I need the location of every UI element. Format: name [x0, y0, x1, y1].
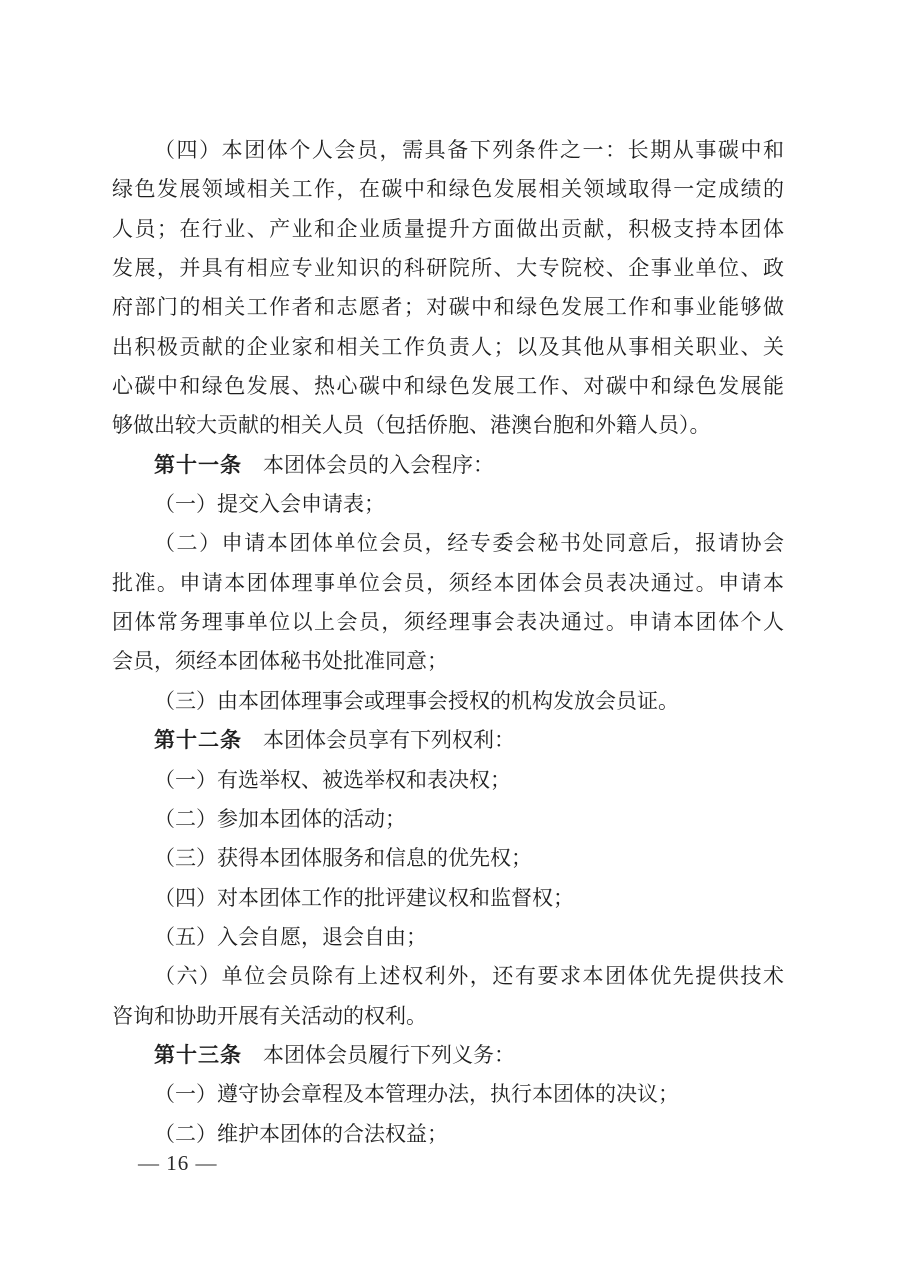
text-line	[112, 564, 784, 603]
text-line	[112, 406, 784, 445]
line-text: （六）单位会员除有上述权利外，还有要求本团体优先提供技术	[154, 964, 784, 989]
line-text: 发展，并具有相应专业知识的科研院所、大专院校、企事业单位、政	[112, 256, 784, 281]
line-text: 本团体会员履行下列义务：	[263, 1042, 515, 1067]
text-line	[112, 485, 784, 524]
line-text: 够做出较大贡献的相关人员（包括侨胞、港澳台胞和外籍人员）。	[112, 413, 711, 438]
article-heading	[112, 1036, 784, 1075]
line-text: 绿色发展领域相关工作，在碳中和绿色发展相关领域取得一定成绩的	[112, 177, 784, 202]
article-heading	[112, 721, 784, 760]
text-line	[112, 367, 784, 406]
line-text: （三）由本团体理事会或理事会授权的机构发放会员证。	[154, 688, 679, 713]
text-line	[112, 957, 784, 996]
document-body	[112, 131, 784, 1154]
line-text: （一）有选举权、被选举权和表决权；	[154, 767, 511, 792]
line-text: 出积极贡献的企业家和相关工作负责人；以及其他从事相关职业、关	[112, 334, 784, 359]
text-line	[112, 170, 784, 209]
article-number: 第十三条	[154, 1042, 242, 1067]
line-text: （二）维护本团体的合法权益；	[154, 1121, 448, 1146]
line-text: （二）申请本团体单位会员，经专委会秘书处同意后，报请协会	[154, 531, 784, 556]
text-line	[112, 210, 784, 249]
line-text: （一）遵守协会章程及本管理办法，执行本团体的决议；	[154, 1082, 679, 1107]
text-line	[112, 918, 784, 957]
text-line	[112, 839, 784, 878]
text-line	[112, 1075, 784, 1114]
text-line	[112, 761, 784, 800]
text-line	[112, 997, 784, 1036]
page-number: — 16 —	[138, 1151, 218, 1175]
line-text: 人员；在行业、产业和企业质量提升方面做出贡献，积极支持本团体	[112, 216, 784, 241]
line-text: 会员，须经本团体秘书处批准同意；	[112, 649, 448, 674]
text-line	[112, 682, 784, 721]
line-text: 本团体会员享有下列权利：	[263, 728, 515, 753]
line-text: 批准。申请本团体理事单位会员，须经本团体会员表决通过。申请本	[112, 570, 784, 595]
article-heading	[112, 446, 784, 485]
line-text: （一）提交入会申请表；	[154, 492, 385, 517]
line-text: 心碳中和绿色发展、热心碳中和绿色发展工作、对碳中和绿色发展能	[112, 374, 784, 399]
text-line	[112, 288, 784, 327]
text-line	[112, 524, 784, 563]
line-text: （三）获得本团体服务和信息的优先权；	[154, 846, 532, 871]
text-line	[112, 603, 784, 642]
article-number: 第十一条	[154, 452, 242, 477]
text-line	[112, 642, 784, 681]
text-line	[112, 328, 784, 367]
line-text: 团体常务理事单位以上会员，须经理事会表决通过。申请本团体个人	[112, 610, 784, 635]
line-text: （五）入会自愿，退会自由；	[154, 924, 427, 949]
text-line	[112, 800, 784, 839]
line-text: （四）对本团体工作的批评建议权和监督权；	[154, 885, 574, 910]
article-number: 第十二条	[154, 728, 242, 753]
line-text: 府部门的相关工作者和志愿者；对碳中和绿色发展工作和事业能够做	[112, 295, 784, 320]
text-line	[112, 131, 784, 170]
line-text: （四）本团体个人会员，需具备下列条件之一：长期从事碳中和	[154, 138, 784, 162]
text-line	[112, 249, 784, 288]
line-text: （二）参加本团体的活动；	[154, 806, 406, 831]
line-text: 咨询和协助开展有关活动的权利。	[112, 1003, 427, 1028]
text-line	[112, 879, 784, 918]
line-text: 本团体会员的入会程序：	[263, 452, 494, 477]
